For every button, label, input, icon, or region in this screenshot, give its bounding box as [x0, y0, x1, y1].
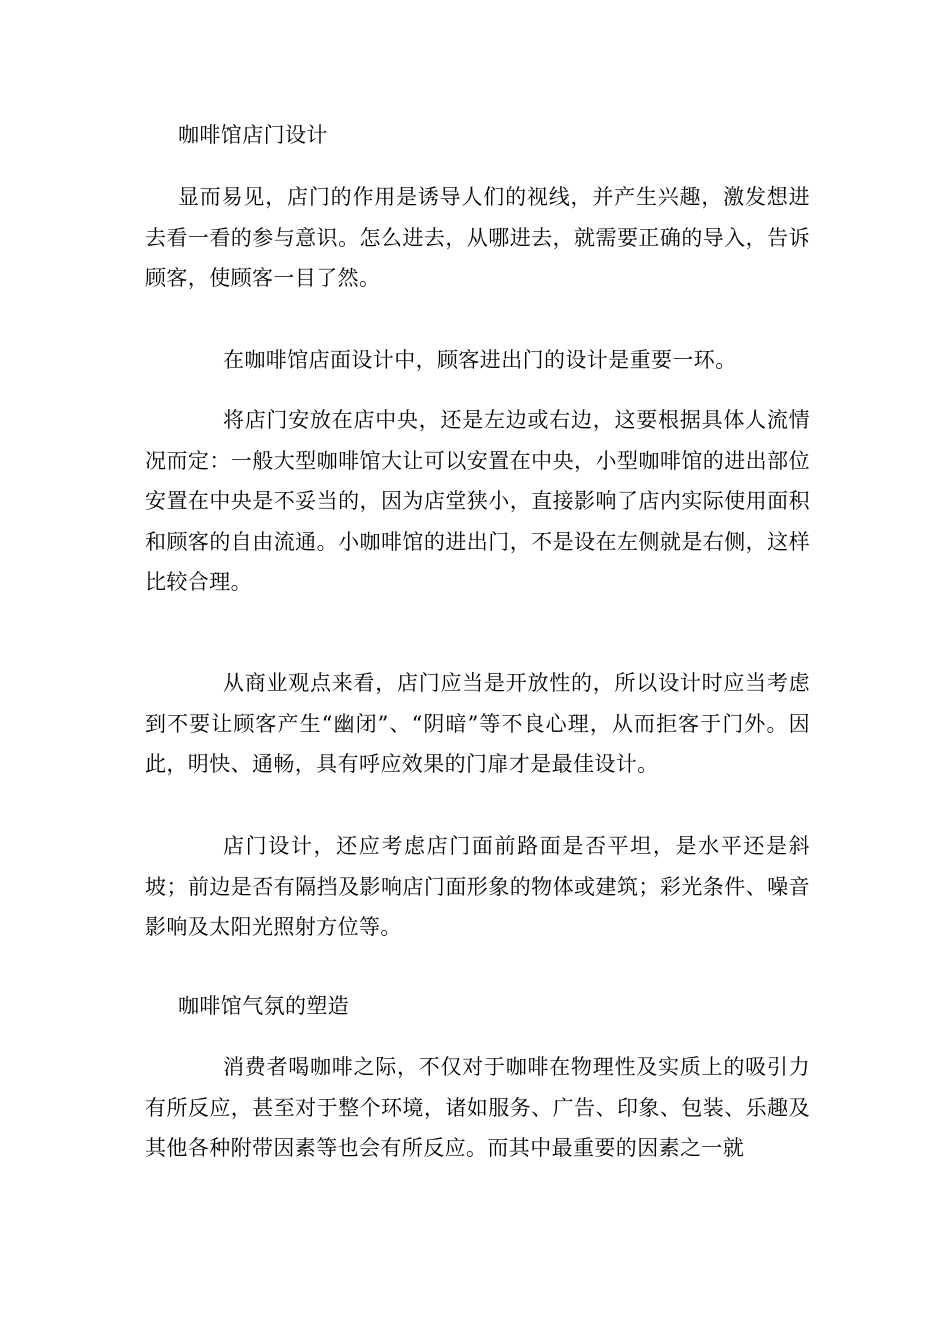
paragraph-5: 店门设计，还应考虑店门面前路面是否平坦，是水平还是斜坡；前边是否有隔挡及影响店门面形象的物体或建筑；彩光条件、噪音影响及太阳光照射方位等。 [145, 834, 810, 940]
paragraph-6: 消费者喝咖啡之际，不仅对于咖啡在物理性及实质上的吸引力有所反应，甚至对于整个环境，诸如服务、广告、印象、包装、乐趣及其他各种附带因素等也会有所反应。而其中最重要的因素之一就 [145, 1055, 810, 1161]
paragraph-3: 将店门安放在店中央，还是左边或右边，这要根据具体人流情况而定：一般大型咖啡馆大让可以安置在中央，小型咖啡馆的进出部位安置在中央是不妥当的，因为店堂狭小，直接影响了店内实际使用面积和顾客的自由流通。小咖啡馆的进出门，不是设在左侧就是右侧，这样比较合理。 [145, 408, 810, 595]
paragraph-1: 显而易见，店门的作用是诱导人们的视线，并产生兴趣，激发想进去看一看的参与意识。怎么进去，从哪进去，就需要正确的导入，告诉顾客，使顾客一目了然。 [145, 185, 810, 291]
section-heading-store-door: 咖啡馆店门设计 [178, 123, 328, 147]
section-heading-atmosphere: 咖啡馆气氛的塑造 [178, 994, 350, 1018]
paragraph-4: 从商业观点来看，店门应当是开放性的，所以设计时应当考虑到不要让顾客产生“幽闭”、“阴暗”等不良心理，从而拒客于门外。因此，明快、通畅，具有呼应效果的门扉才是最佳设计。 [145, 671, 810, 777]
paragraph-2: 在咖啡馆店面设计中，顾客进出门的设计是重要一环。 [223, 348, 737, 372]
